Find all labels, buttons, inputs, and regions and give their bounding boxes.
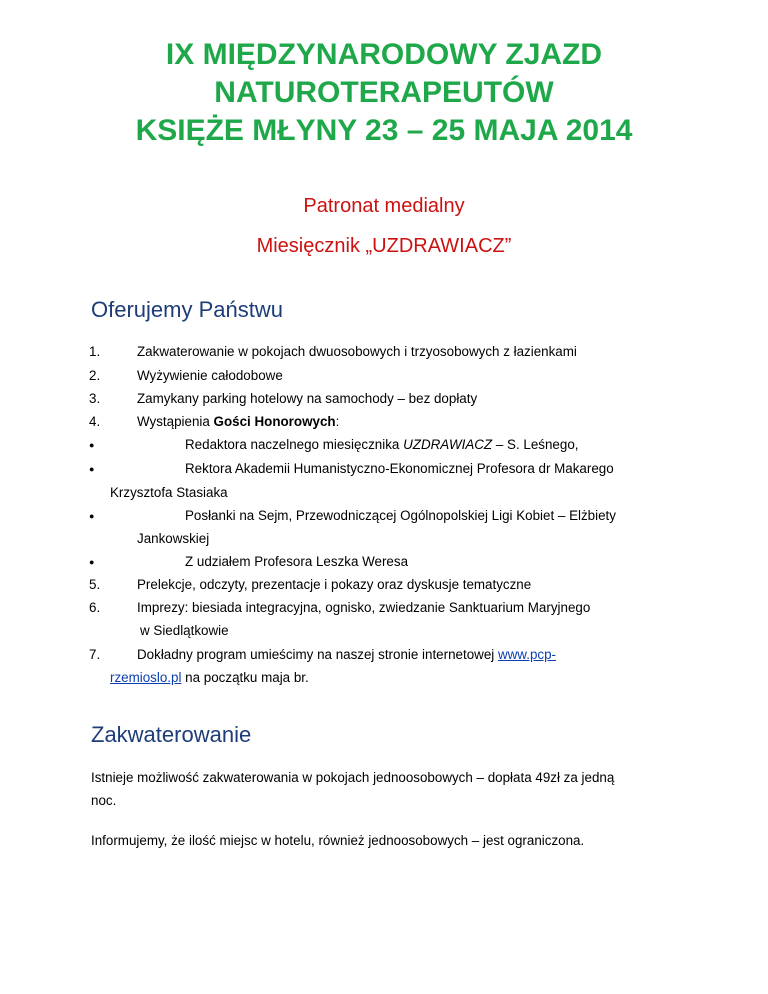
list-text xyxy=(137,646,556,664)
list-number: 5. xyxy=(89,577,101,592)
bullet-text: Posłanki na Sejm, Przewodniczącej Ogólnopolskiej Ligi Kobiet – Elżbiety xyxy=(185,508,616,523)
bullet-icon: ● xyxy=(89,464,95,474)
list-number: 1. xyxy=(89,344,101,359)
title-line-3: KSIĘŻE MŁYNY 23 – 25 MAJA 2014 xyxy=(135,114,633,147)
list-text-pre: Wystąpienia xyxy=(137,414,214,429)
list-text xyxy=(110,669,309,687)
offer-heading: Oferujemy Państwu xyxy=(91,297,283,322)
list-text-main: Dokładny program umieścimy na naszej stronie internetowej xyxy=(137,647,498,662)
bullet-icon: ● xyxy=(89,511,95,521)
accommodation-heading: Zakwaterowanie xyxy=(91,722,252,747)
title-line-1: IX MIĘDZYNARODOWY ZJAZD xyxy=(165,38,603,71)
list-text-tail: na początku maja br. xyxy=(181,670,309,685)
paragraph-line: Istnieje możliwość zakwaterowania w pokojach jednoosobowych – dopłata 49zł za jedną xyxy=(91,770,615,785)
list-number: 6. xyxy=(89,600,101,615)
list-text-post: : xyxy=(335,414,340,429)
list-text: Imprezy: biesiada integracyjna, ognisko, zwiedzanie Sanktuarium Maryjnego xyxy=(137,600,591,615)
website-link[interactable]: www.pcp- xyxy=(497,647,557,662)
bullet-text: Krzysztofa Stasiaka xyxy=(110,485,228,500)
bullet-text: Z udziałem Profesora Leszka Weresa xyxy=(185,554,409,569)
list-text: w Siedlątkowie xyxy=(140,623,229,638)
list-text: Zakwaterowanie w pokojach dwuosobowych i trzyosobowych z łazienkami xyxy=(137,344,577,359)
list-text: Wyżywienie całodobowe xyxy=(137,368,283,383)
list-number: 3. xyxy=(89,391,101,406)
document-title xyxy=(0,36,768,150)
list-text: Prelekcje, odczyty, prezentacje i pokazy oraz dyskusje tematyczne xyxy=(137,577,532,592)
bullet-text-pre: Redaktora naczelnego miesięcznika xyxy=(185,437,404,452)
honorary-guests-label: Gości Honorowych xyxy=(213,414,336,429)
patronage-line-2: Miesięcznik „UZDRAWIACZ” xyxy=(256,235,512,257)
list-text xyxy=(137,413,339,431)
bullet-text: Rektora Akademii Humanistyczno-Ekonomicznej Profesora dr Makarego xyxy=(185,461,614,476)
paragraph-line: noc. xyxy=(91,793,117,808)
website-link-continuation[interactable]: rzemioslo.pl xyxy=(110,670,182,685)
bullet-text xyxy=(185,436,578,454)
list-number: 2. xyxy=(89,368,101,383)
bullet-icon: ● xyxy=(89,440,95,450)
patronage-line-1: Patronat medialny xyxy=(303,195,465,217)
paragraph-line: Informujemy, że ilość miejsc w hotelu, również jednoosobowych – jest ograniczona. xyxy=(91,833,585,848)
magazine-name: UZDRAWIACZ xyxy=(403,437,493,452)
list-text: Zamykany parking hotelowy na samochody – bez dopłaty xyxy=(137,391,478,406)
bullet-text: Jankowskiej xyxy=(137,531,210,546)
title-line-2: NATUROTERAPEUTÓW xyxy=(214,76,554,109)
list-number: 7. xyxy=(89,647,101,662)
list-number: 4. xyxy=(89,414,101,429)
bullet-icon: ● xyxy=(89,557,95,567)
bullet-text-post: – S. Leśnego, xyxy=(492,437,579,452)
